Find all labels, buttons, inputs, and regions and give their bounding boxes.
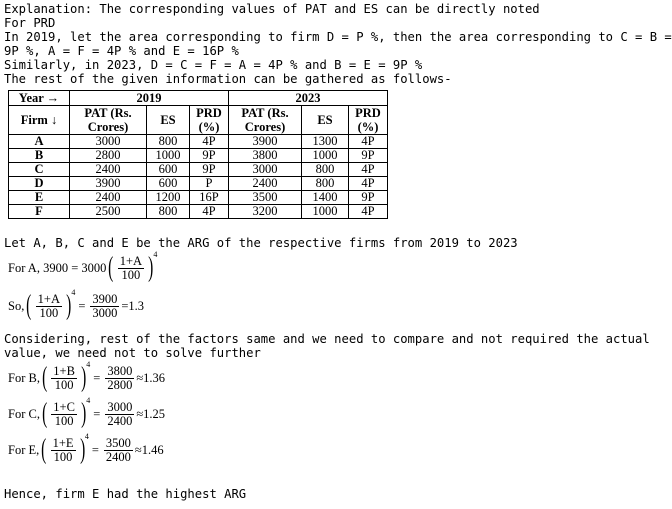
left-paren: ( [42, 362, 48, 393]
equals-sign: = [78, 298, 86, 313]
equation-e-lead: For E, [8, 442, 40, 457]
equation-e [8, 431, 164, 465]
table-row [9, 205, 388, 219]
result: =1.3 [121, 298, 145, 313]
es-2023-cell: 1000 [302, 205, 349, 219]
es-2019-cell: 1000 [147, 149, 190, 163]
year-2023-header: 2023 [229, 91, 388, 106]
pat-2023-cell: 3000 [229, 163, 302, 177]
table-row [9, 163, 388, 177]
firm-label: Firm ↓ [9, 106, 70, 135]
arg-intro: Let A, B, C and E be the ARG of the respective firms from 2019 to 2023 [4, 236, 518, 250]
firm-cell: A [9, 135, 70, 149]
equation-b-lead: For B, [8, 370, 40, 385]
firm-cell: D [9, 177, 70, 191]
es-header-2023: ES [302, 106, 349, 135]
ratio-fraction: $\frac{3500}{2400}$ [105, 435, 131, 464]
prd-header-2019: PRD (%) [190, 106, 229, 135]
fraction: $\frac{1+A}{100}$ [119, 253, 143, 282]
equation-a-lead: For A, 3900 = 3000 [8, 260, 107, 275]
prd-2023-cell: 9P [349, 149, 388, 163]
left-paren: ( [41, 434, 47, 465]
intro-line-5: Similarly, in 2023, D = C = F = A = 4P % and B = E = 9P % [4, 58, 423, 72]
ratio-fraction: $\frac{3000}{2400}$ [107, 399, 133, 428]
equation-a [8, 249, 158, 283]
equation-c-lead: For C, [8, 406, 40, 421]
intro-line-3: In 2019, let the area corresponding to firm D = P %, then the area corresponding to C = B = [4, 30, 672, 44]
equation-c [8, 395, 166, 429]
firm-cell: E [9, 191, 70, 205]
intro-line-2: For PRD [4, 16, 56, 30]
pat-2019-cell: 2400 [70, 163, 147, 177]
es-2023-cell: 1400 [302, 191, 349, 205]
equals-sign: = [91, 442, 99, 457]
pat-2019-cell: 2800 [70, 149, 147, 163]
intro-line-1: Explanation: The corresponding values of PAT and ES can be directly noted [4, 2, 540, 16]
result: ≈1.25 [136, 406, 166, 421]
es-2023-cell: 800 [302, 177, 349, 191]
ratio-fraction: $\frac{3800}{2800}$ [107, 363, 133, 392]
pat-header-2023: PAT (Rs. Crores) [229, 106, 302, 135]
fraction: $\frac{1+A}{100}$ [37, 291, 60, 320]
pat-2019-cell: 2500 [70, 205, 147, 219]
fraction: $\frac{1+B}{100}$ [53, 363, 75, 392]
pat-2019-cell: 3900 [70, 177, 147, 191]
firm-cell: C [9, 163, 70, 177]
es-header-2019: ES [147, 106, 190, 135]
right-paren: ) [66, 290, 72, 321]
prd-2023-cell: 4P [349, 163, 388, 177]
prd-2019-cell: 9P [190, 163, 229, 177]
prd-2019-cell: 4P [190, 205, 229, 219]
exponent: 4 [86, 359, 91, 369]
prd-2023-cell: 9P [349, 191, 388, 205]
firm-cell: F [9, 205, 70, 219]
equals-sign: = [93, 406, 101, 421]
es-2019-cell: 600 [147, 163, 190, 177]
exponent: 4 [86, 395, 91, 405]
fraction: $\frac{1+E}{100}$ [52, 435, 74, 464]
es-2019-cell: 600 [147, 177, 190, 191]
right-paren: ) [81, 398, 87, 429]
equation-so [8, 287, 145, 321]
right-paren: ) [79, 434, 85, 465]
exponent: 4 [84, 431, 89, 441]
prd-header-2023: PRD (%) [349, 106, 388, 135]
prd-2019-cell: 16P [190, 191, 229, 205]
es-2019-cell: 800 [147, 205, 190, 219]
exponent: 4 [153, 249, 158, 259]
pat-2023-cell: 3500 [229, 191, 302, 205]
year-2019-header: 2019 [70, 91, 229, 106]
es-2023-cell: 1000 [302, 149, 349, 163]
result: ≈1.46 [134, 442, 164, 457]
pat-2023-cell: 3200 [229, 205, 302, 219]
left-paren: ( [108, 252, 114, 283]
prd-2023-cell: 4P [349, 205, 388, 219]
es-2023-cell: 1300 [302, 135, 349, 149]
intro-line-6: The rest of the given information can be gathered as follows- [4, 72, 452, 86]
table-row [9, 191, 388, 205]
pat-2019-cell: 3000 [70, 135, 147, 149]
right-paren: ) [148, 252, 154, 283]
year-label: Year → [9, 91, 70, 106]
es-2019-cell: 800 [147, 135, 190, 149]
pat-header-2019: PAT (Rs. Crores) [70, 106, 147, 135]
equals-sign: = [93, 370, 101, 385]
es-2019-cell: 1200 [147, 191, 190, 205]
pat-2023-cell: 3800 [229, 149, 302, 163]
equation-so-lead: So, [8, 298, 25, 313]
ratio-fraction: $\frac{3900}{3000}$ [92, 291, 118, 320]
left-paren: ( [42, 398, 48, 429]
conclusion: Hence, firm E had the highest ARG [4, 487, 247, 501]
data-table [8, 90, 388, 219]
prd-2019-cell: P [190, 177, 229, 191]
es-2023-cell: 800 [302, 163, 349, 177]
fraction: $\frac{1+C}{100}$ [53, 399, 75, 428]
firm-cell: B [9, 149, 70, 163]
pat-2019-cell: 2400 [70, 191, 147, 205]
prd-2019-cell: 4P [190, 135, 229, 149]
table-row [9, 177, 388, 191]
prd-2019-cell: 9P [190, 149, 229, 163]
left-paren: ( [26, 290, 32, 321]
prd-2023-cell: 4P [349, 135, 388, 149]
intro-line-4: 9P %, A = F = 4P % and E = 16P % [4, 44, 239, 58]
table-row [9, 135, 388, 149]
pat-2023-cell: 3900 [229, 135, 302, 149]
prd-2023-cell: 4P [349, 177, 388, 191]
result: ≈1.36 [136, 370, 166, 385]
exponent: 4 [71, 287, 76, 297]
right-paren: ) [81, 362, 87, 393]
equation-b [8, 359, 166, 393]
table-row [9, 149, 388, 163]
considering-line-2: value, we need not to solve further [4, 346, 261, 360]
considering-line-1: Considering, rest of the factors same and we need to compare and not required the actual [4, 332, 650, 346]
pat-2023-cell: 2400 [229, 177, 302, 191]
